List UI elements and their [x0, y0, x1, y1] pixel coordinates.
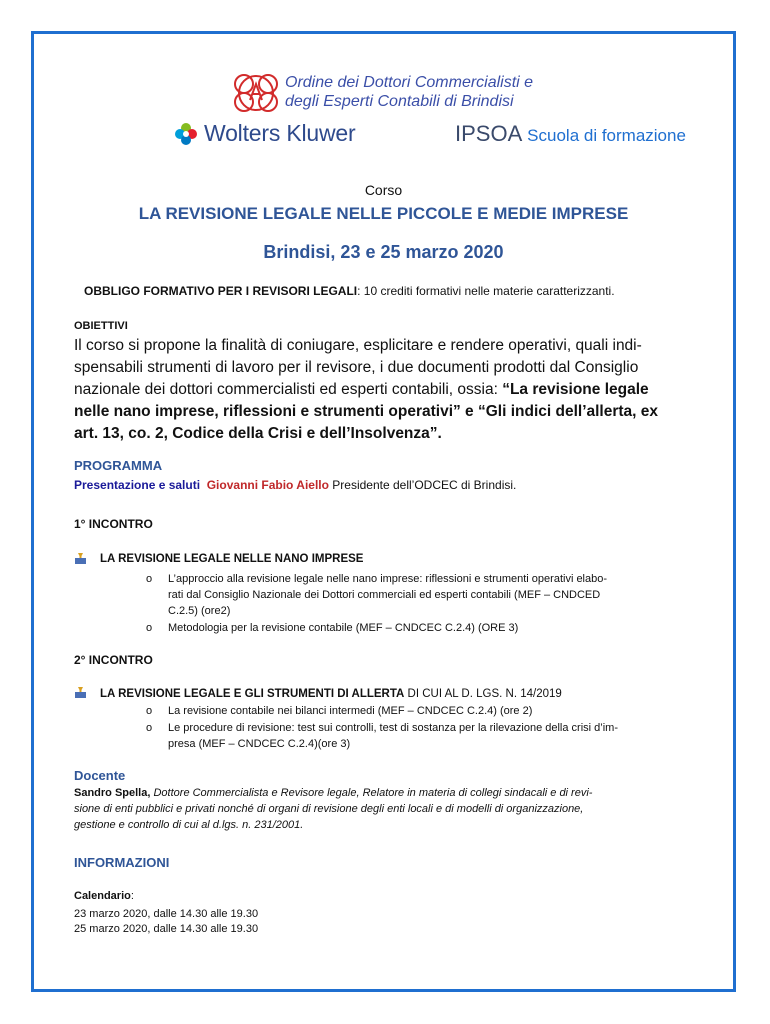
- course-title: LA REVISIONE LEGALE NELLE PICCOLE E MEDIE IMPRESE: [138, 204, 629, 223]
- course-dates: Brindisi, 23 e 25 marzo 2020: [263, 242, 504, 262]
- obbligo-label: OBBLIGO FORMATIVO PER I REVISORI LEGALI: [84, 284, 358, 298]
- incontro-1-topic-title: LA REVISIONE LEGALE NELLE NANO IMPRESE: [100, 553, 364, 565]
- obiettivi-line: nelle nano imprese, riflessioni e strumenti operativi” e “Gli indici dell’allerta, ex: [74, 403, 659, 420]
- calendario-date: 23 marzo 2020, dalle 14.30 alle 19.30: [74, 908, 259, 920]
- obiettivi-line: art. 13, co. 2, Codice della Crisi e dell’Insolvenza”.: [74, 425, 442, 442]
- list-item-line: presa (MEF – CNDCEC C.2.4)(ore 3): [168, 738, 351, 750]
- obiettivi-heading: OBIETTIVI: [74, 320, 128, 332]
- list-item: [146, 720, 698, 752]
- list-item-line: Metodologia per la revisione contabile (MEF – CNDCEC C.2.4) (ORE 3): [168, 622, 519, 634]
- docente-line: [74, 785, 684, 801]
- incontro-1-topic: [100, 553, 363, 565]
- bullet-circle-icon: o: [146, 622, 153, 634]
- docente-name: Sandro Spella: [74, 787, 148, 799]
- course-label: Corso: [364, 182, 403, 198]
- programma-heading: PROGRAMMA: [74, 458, 163, 473]
- obiettivi-text: [74, 335, 694, 445]
- presenter-role: Presidente dell’ODCEC di Brindisi.: [328, 478, 517, 492]
- docente-separator: ,: [147, 787, 154, 799]
- list-item: [146, 703, 698, 719]
- bullet-circle-icon: o: [146, 722, 153, 734]
- list-item: [146, 571, 698, 619]
- incontro-2-topic-title: LA REVISIONE LEGALE E GLI STRUMENTI DI ALLERTA: [100, 688, 405, 700]
- list-item-line: L’approccio alla revisione legale nelle nano imprese: riflessioni e strumenti operativi elabo-: [168, 573, 608, 585]
- page-border: [31, 31, 736, 992]
- presenter-name: Giovanni Fabio Aiello: [206, 478, 329, 492]
- docente-role: Dottore Commercialista e Revisore legale, Relatore in materia di collegi sindacali e di revi-: [153, 787, 593, 799]
- list-item-line: C.2.5) (ore2): [168, 605, 231, 617]
- docente-line: sione di enti pubblici e privati nonché di organi di revisione degli enti locali e di modelli di organizzazione,: [74, 803, 584, 815]
- bullet-marker-icon: [74, 553, 87, 565]
- calendario-label: [74, 890, 134, 902]
- bullet-marker-icon: [74, 687, 87, 699]
- list-item: [146, 620, 698, 636]
- ipsoa-name: IPSOA: [455, 121, 522, 146]
- obiettivi-line: spensabili strumenti di lavoro per il revisore, i due documenti prodotti dal Consiglio: [74, 359, 639, 376]
- obiettivi-line-plain: nazionale dei dottori commercialisti ed esperti contabili, ossia:: [74, 381, 503, 398]
- ipsoa-logo: [455, 121, 686, 147]
- list-item-line: rati dal Consiglio Nazionale dei Dottori commerciali ed esperti contabili (MEF – CNDCED: [168, 589, 601, 601]
- presentazione-line: [74, 478, 516, 492]
- calendario-label-text: Calendario: [74, 890, 131, 902]
- calendario-colon: :: [130, 890, 134, 902]
- odcec-logo-icon: [230, 70, 282, 116]
- obbligo-formativo: [84, 284, 615, 298]
- incontro-2-topic-suffix: DI CUI AL D. LGS. N. 14/2019: [404, 688, 562, 700]
- wolters-kluwer-name: Wolters Kluwer: [204, 120, 356, 146]
- list-item-line: Le procedure di revisione: test sui controlli, test di sostanza per la rilevazione della crisi d’im-: [168, 722, 618, 734]
- obiettivi-line: Il corso si propone la finalità di coniugare, esplicitare e rendere operativi, quali indi-: [74, 337, 642, 354]
- informazioni-heading: INFORMAZIONI: [74, 855, 170, 870]
- obiettivi-line: [74, 379, 694, 401]
- bullet-circle-icon: o: [146, 573, 153, 585]
- presentazione-label: Presentazione e saluti: [74, 478, 201, 492]
- docente-line: gestione e controllo di cui al d.lgs. n. 231/2001.: [74, 819, 304, 831]
- odcec-name-line1: Ordine dei Dottori Commercialisti e: [285, 74, 534, 91]
- docente-text: [74, 785, 684, 833]
- list-item-line: La revisione contabile nei bilanci intermedi (MEF – CNDCEC C.2.4) (ore 2): [168, 705, 533, 717]
- ipsoa-subtitle: Scuola di formazione: [527, 126, 686, 145]
- incontro-1-heading: 1° INCONTRO: [74, 517, 153, 531]
- obbligo-text: : 10 crediti formativi nelle materie caratterizzanti.: [357, 284, 615, 298]
- odcec-name: [285, 73, 533, 111]
- incontro-2-topic: [100, 688, 562, 700]
- calendario-date: 25 marzo 2020, dalle 14.30 alle 19.30: [74, 923, 259, 935]
- bullet-circle-icon: o: [146, 705, 153, 717]
- obiettivi-line-bold: “La revisione legale: [502, 381, 649, 398]
- wolters-kluwer-logo-icon: [172, 120, 200, 148]
- incontro-2-heading: 2° INCONTRO: [74, 653, 153, 667]
- docente-heading: Docente: [74, 768, 126, 783]
- odcec-name-line2: degli Esperti Contabili di Brindisi: [285, 93, 514, 110]
